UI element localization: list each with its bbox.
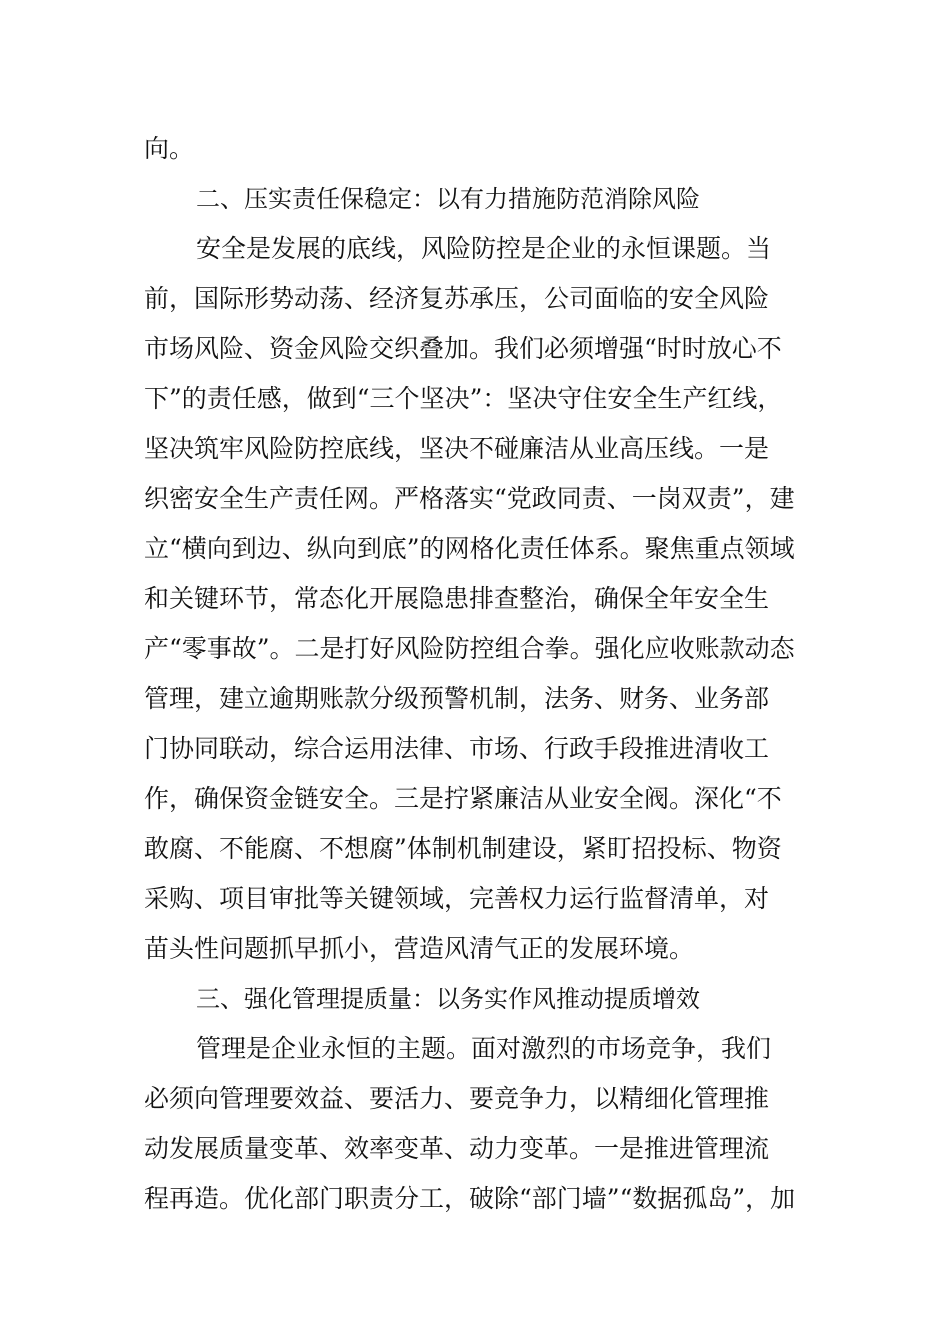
paragraph-line: 苗头性问题抓早抓小，营造风清气正的发展环境。 [144,934,695,963]
paragraph-line: 管理，建立逾期账款分级预警机制，法务、财务、业务部 [144,684,770,713]
section-heading-3: 三、强化管理提质量：以务实作风推动提质增效 [196,985,700,1013]
paragraph-line: 门协同联动，综合运用法律、市场、行政手段推进清收工 [144,734,770,763]
paragraph-line: 安全是发展的底线，风险防控是企业的永恒课题。当 [196,234,772,263]
paragraph-line: 必须向管理要效益、要活力、要竞争力，以精细化管理推 [144,1084,770,1113]
paragraph-line: 作，确保资金链安全。三是拧紧廉洁从业安全阀。深化“不 [144,784,782,813]
paragraph-line: 产“零事故”。二是打好风险防控组合拳。强化应收账款动态 [144,634,795,663]
paragraph-continuation-line: 向。 [144,134,195,163]
paragraph-line: 敢腐、不能腐、不想腐”体制机制建设，紧盯招投标、物资 [144,834,782,863]
paragraph-line: 坚决筑牢风险防控底线，坚决不碰廉洁从业高压线。一是 [144,434,770,463]
paragraph-line: 管理是企业永恒的主题。面对激烈的市场竞争，我们 [196,1034,772,1063]
paragraph-line: 立“横向到边、纵向到底”的网格化责任体系。聚焦重点领域 [144,534,795,563]
paragraph-line: 采购、项目审批等关键领域，完善权力运行监督清单，对 [144,884,770,913]
paragraph-line: 动发展质量变革、效率变革、动力变革。一是推进管理流 [144,1134,770,1163]
paragraph-line: 前，国际形势动荡、经济复苏承压，公司面临的安全风险 [144,284,770,313]
section-heading-2: 二、压实责任保稳定：以有力措施防范消除风险 [196,185,700,213]
paragraph-line: 下”的责任感，做到“三个坚决”：坚决守住安全生产红线， [144,384,783,413]
paragraph-line: 市场风险、资金风险交织叠加。我们必须增强“时时放心不 [144,334,782,363]
paragraph-line: 和关键环节，常态化开展隐患排查整治，确保全年安全生 [144,584,770,613]
paragraph-line: 织密安全生产责任网。严格落实“党政同责、一岗双责”，建 [144,484,795,513]
body-text [144,124,808,1224]
paragraph-line: 程再造。优化部门职责分工，破除“部门墙”“数据孤岛”，加 [144,1184,796,1213]
